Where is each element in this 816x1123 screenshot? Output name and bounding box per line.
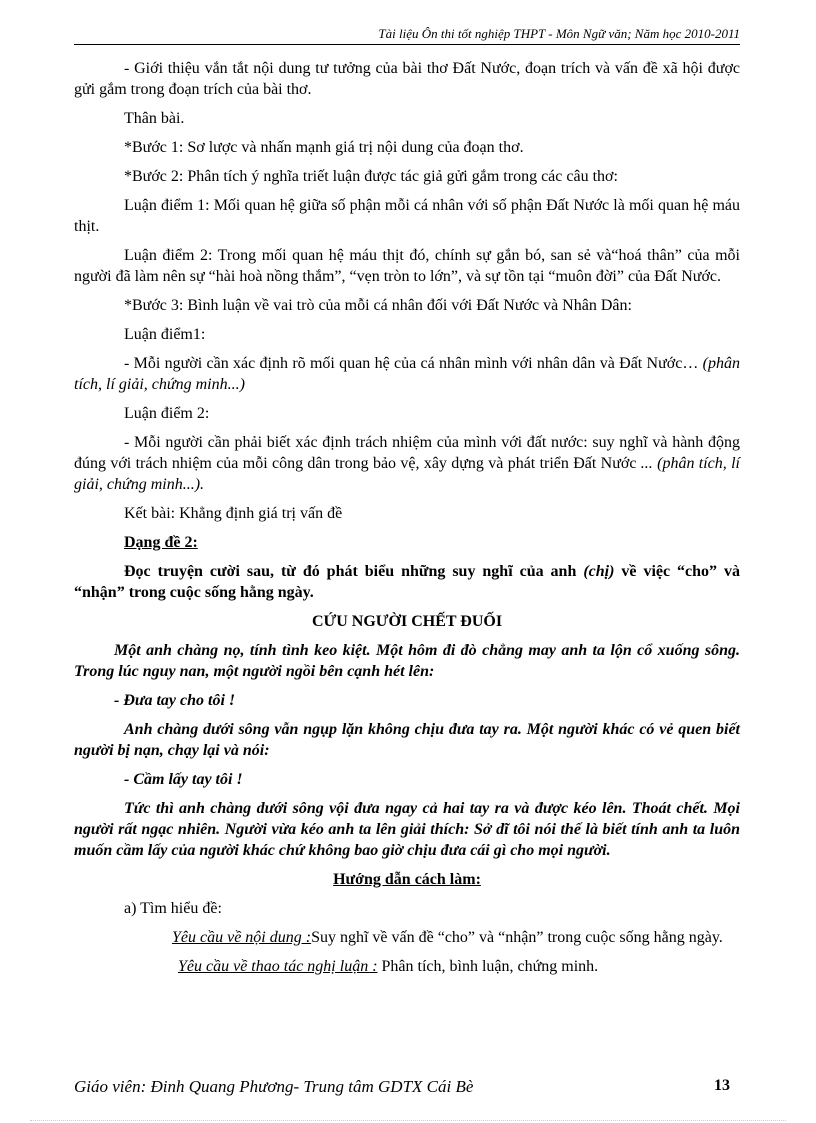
story-paragraph-4: - Cầm lấy tay tôi ! [124,771,243,788]
story-title: CỨU NGƯỜI CHẾT ĐUỐI [311,613,503,630]
page-number: 13 [714,1077,730,1094]
exercise-prompt [74,561,740,603]
guide-heading-label: Hướng dẫn cách làm: [333,871,481,888]
argument-2: Luận điểm 2: Trong mối quan hệ máu thịt đó, chính sự gắn bó, san sẻ và“hoá thân” của mỗi người đã làm nên sự “hài hoà nồng thắm”, “vẹn tròn to lớn”, và sự tồn tại “muôn đời” của Đất Nước. [74,247,740,285]
footer-teacher: Giáo viên: Đinh Quang Phương- Trung tâm GDTX Cái Bè [74,1077,474,1096]
argument-2-text [74,432,740,495]
argument-1-label: Luận điểm1: [124,326,206,343]
step-2: *Bước 2: Phân tích ý nghĩa triết luận được tác giả gửi gắm trong các câu thơ: [124,168,618,185]
story-paragraph-1: Một anh chàng nọ, tính tình keo kiệt. Một hôm đi đò chẳng may anh ta lộn cổ xuống sông. Trong lúc nguy nan, một người ngồi bên cạnh hét lên: [74,642,740,680]
prompt-part-a: Đọc truyện cười sau, từ đó phát biểu những suy nghĩ của anh [124,563,584,580]
method-requirement [74,956,740,977]
content-requirement-text: Suy nghĩ về vấn đề “cho” và “nhận” trong cuộc sống hằng ngày. [311,929,723,946]
argument-1-text [74,353,740,395]
document-body [74,58,740,985]
story-paragraph-3: Anh chàng dưới sông vẫn ngụp lặn không chịu đưa tay ra. Một người khác có vẻ quen biết người bị nạn, chạy lại và nói: [74,721,740,759]
than-bai-heading: Thân bài. [124,110,185,127]
step-3: *Bước 3: Bình luận về vai trò của mỗi cá nhân đối với Đất Nước và Nhân Dân: [124,297,632,314]
story-paragraph-5: Tức thì anh chàng dưới sông vội đưa ngay cả hai tay ra và được kéo lên. Thoát chết. Mọi người rất ngạc nhiên. Người vừa kéo anh ta lên giải thích: Sở dĩ tôi nói thế là biết tính anh ta luôn muốn cầm lấy của người khác chứ không bao giờ chịu đưa cái gì cho mọi người. [74,800,740,859]
method-requirement-label: Yêu cầu về thao tác nghị luận : [178,958,378,975]
guide-heading [74,869,740,890]
page-header [74,24,740,45]
argument-1: Luận điểm 1: Mối quan hệ giữa số phận mỗi cá nhân với số phận Đất Nước là mối quan hệ máu thịt. [74,197,740,235]
step-1: *Bước 1: Sơ lược và nhấn mạnh giá trị nội dung của đoạn thơ. [124,139,524,156]
exercise-type-heading [74,532,740,553]
content-requirement-label: Yêu cầu về nội dung : [172,929,312,946]
argument-2-body: - Mỗi người cần phải biết xác định trách nhiệm của mình với đất nước: suy nghĩ và hành động đúng với trách nhiệm của mỗi công dân trong bảo vệ, xây dựng và phát triển Đất Nước [74,434,740,472]
argument-1-body: - Mỗi người cần xác định rõ mối quan hệ của cá nhân mình với nhân dân và Đất Nước… [124,355,699,372]
argument-1-note: (phân tích, lí giải, chứng minh...) [74,355,741,393]
argument-2-note: ... (phân tích, lí giải, chứng minh...). [74,455,740,493]
page-bottom-divider [30,1120,786,1121]
exercise-type-label: Dạng đề 2: [124,534,198,551]
header-text: Tài liệu Ôn thi tốt nghiệp THPT - Môn Ngữ văn; Năm học 2010-2011 [378,26,740,41]
conclusion: Kết bài: Khẳng định giá trị vấn đề [124,505,343,522]
prompt-part-c: về việc “cho” và “nhận” trong cuộc sống hằng ngày. [74,563,741,601]
understand-topic: a) Tìm hiểu đề: [124,900,222,917]
prompt-part-b: (chị) [583,563,615,580]
content-requirement [74,927,740,948]
argument-2-label: Luận điểm 2: [124,405,210,422]
story-paragraph-2: - Đưa tay cho tôi ! [114,692,236,709]
page-footer [74,1077,730,1097]
method-requirement-text: Phân tích, bình luận, chứng minh. [377,958,599,975]
intro-paragraph: - Giới thiệu vắn tắt nội dung tư tưởng của bài thơ Đất Nước, đoạn trích và vấn đề xã hội được gửi gắm trong đoạn trích của bài thơ. [74,60,740,98]
